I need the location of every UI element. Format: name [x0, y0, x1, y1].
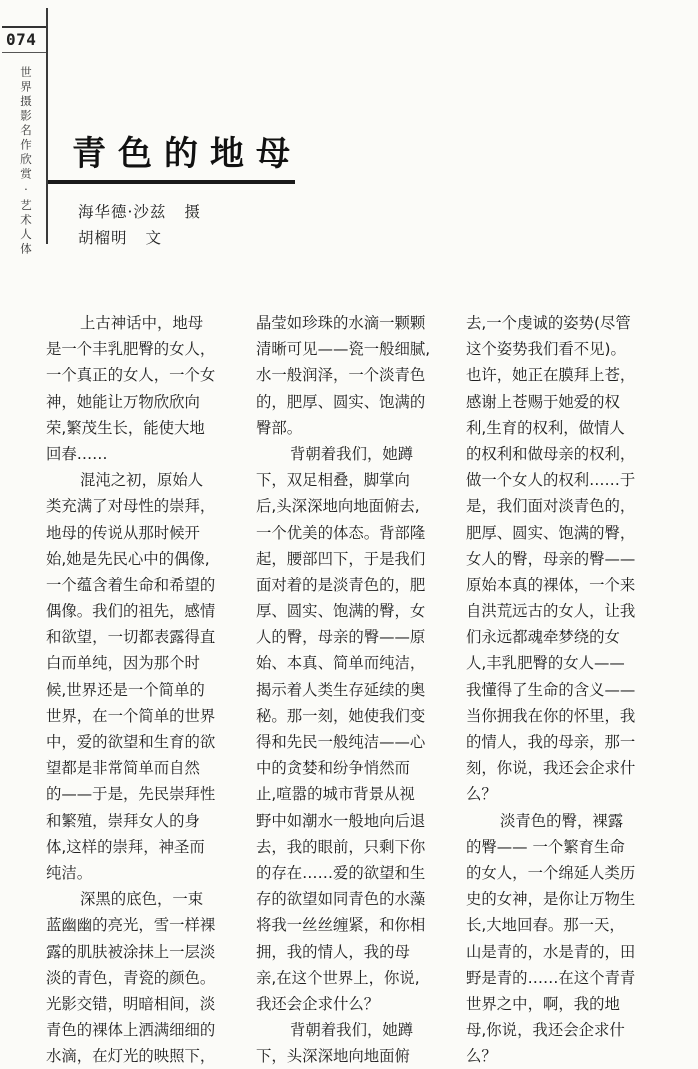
text-line: 候,世界还是一个简单的 [46, 680, 205, 699]
text-line: 光影交错，明暗相间，淡 [46, 994, 216, 1013]
header-vertical-rule [46, 8, 48, 244]
text-line: 的臀—— 一个繁育生命 [466, 837, 625, 856]
text-line: 臀部。 [256, 418, 303, 437]
text-line: 体,这样的崇拜，神圣而 [46, 837, 205, 856]
text-line: 深黑的底色，一束 [80, 890, 204, 909]
text-line: 世界之中，啊，我的地 [466, 994, 620, 1013]
text-line: 野中如潮水一般地向后退 [256, 811, 426, 830]
text-line: 人,丰乳肥臀的女人—— [466, 654, 625, 673]
text-line: 女人的臀，母亲的臀—— [466, 549, 636, 568]
text-line: 纯洁。 [46, 863, 93, 882]
text-line: 么？ [466, 785, 497, 804]
text-line: 晶莹如珍珠的水滴一颗颗 [256, 314, 426, 332]
text-line: 神，她能让万物欣欣向 [46, 392, 200, 411]
body-column-1 [46, 310, 240, 1069]
text-line: 始,她是先民心中的偶像, [46, 549, 210, 568]
text-line: 自洪荒远古的女人，让我 [466, 602, 636, 621]
text-line: 淡的青色，青瓷的颜色。 [46, 968, 216, 987]
text-line: 和欲望，一切都表露得直 [46, 628, 216, 647]
text-line: 一个真正的女人，一个女 [46, 366, 216, 385]
text-line: 类充满了对母性的崇拜， [46, 497, 216, 516]
text-line: 是一个丰乳肥臀的女人， [46, 340, 216, 359]
text-line: 白而单纯，因为那个时 [46, 654, 200, 673]
text-line: 望都是非常简单而自然 [46, 759, 200, 778]
text-line: 野是青的……在这个青青 [466, 968, 636, 987]
text-line: 上古神话中，地母 [80, 314, 204, 332]
text-line: 肥厚、圆实、饱满的臀， [466, 523, 636, 542]
text-line: 将我一丝丝缠紧，和你相 [256, 916, 426, 935]
text-line: 得和先民一般纯洁——心 [256, 733, 426, 751]
text-line: 去,一个虔诚的姿势(尽管 [466, 314, 631, 332]
text-line: 也许，她正在膜拜上苍， [466, 366, 636, 385]
title-underline [48, 180, 295, 184]
text-line: 混沌之初，原始人 [80, 471, 204, 490]
text-credit [78, 226, 162, 248]
text-line: 的，肥厚、圆实、饱满的 [256, 392, 426, 411]
text-line: 回春…… [46, 444, 108, 463]
text-line: 的女人，一个绵延人类历 [466, 863, 636, 882]
text-line: 止,喧嚣的城市背景从视 [256, 785, 415, 804]
text-line: 揭示着人类生存延续的奥 [256, 680, 426, 699]
page-number: 074 [2, 26, 46, 53]
text-line: 当你拥我在你的怀里，我 [466, 706, 636, 725]
text-line: 的情人，我的母亲，那一 [466, 733, 636, 751]
text-role: 文 [145, 229, 163, 247]
text-line: 是，我们面对淡青色的， [466, 497, 636, 516]
text-line: 水滴，在灯光的映照下， [46, 1047, 216, 1066]
text-line: 亲,在这个世界上，你说, [256, 968, 420, 987]
text-line: 的——于是，先民崇拜性 [46, 785, 216, 804]
text-line: 我还会企求什么？ [256, 994, 380, 1013]
text-line: 面对着的是淡青色的，肥 [256, 575, 426, 594]
text-line: 下，双足相叠，脚掌向 [256, 471, 410, 490]
photographer-name: 海华德·沙兹 [78, 203, 167, 221]
text-line: 和繁殖，崇拜女人的身 [46, 811, 200, 830]
text-line: 存的欲望如同青色的水藻 [256, 890, 426, 909]
text-line: 这个姿势我们看不见)。 [466, 340, 626, 359]
text-line: 人的臀，母亲的臀——原 [256, 628, 426, 647]
text-line: 淡青色的臀，裸露 [500, 811, 624, 830]
text-line: 荣,繁茂生长，能使大地 [46, 418, 205, 437]
text-line: 山是青的，水是青的，田 [466, 942, 636, 961]
photo-role: 摄 [184, 203, 201, 221]
text-line: 一个蕴含着生命和希望的 [46, 575, 216, 594]
text-line: 世界，在一个简单的世界 [46, 706, 216, 725]
text-line: 的存在……爱的欲望和生 [256, 863, 426, 882]
text-line: 厚、圆实、饱满的臀，女 [256, 602, 426, 621]
text-line: 的权利和做母亲的权利， [466, 444, 636, 463]
text-line: 史的女神，是你让万物生 [466, 890, 636, 909]
text-line: 后,头深深地向地面俯去, [256, 497, 420, 516]
text-line: 感谢上苍赐于她爱的权 [466, 392, 620, 411]
text-line: 下，头深深地向地面俯 [256, 1047, 410, 1066]
writer-name: 胡榴明 [78, 229, 128, 247]
photo-credit [78, 200, 201, 222]
text-line: 起，腰部凹下，于是我们 [256, 549, 426, 568]
text-line: 中，爱的欲望和生育的欲 [46, 733, 216, 751]
text-line: 拥，我的情人，我的母 [256, 942, 410, 961]
text-line: 水一般润泽，一个淡青色 [256, 366, 426, 385]
text-line: 背朝着我们，她蹲 [290, 444, 414, 463]
text-line: 始、本真、简单而纯洁， [256, 654, 426, 673]
text-line: 母,你说，我还会企求什 [466, 1021, 625, 1040]
body-column-2 [256, 310, 448, 1069]
text-line: 长,大地回春。那一天， [466, 916, 625, 935]
text-line: 背朝着我们，她蹲 [290, 1021, 414, 1040]
text-line: 么？ [466, 1047, 497, 1066]
text-line: 中的贪婪和纷争悄然而 [256, 759, 410, 778]
text-line: 原始本真的裸体，一个来 [466, 575, 636, 594]
text-line: 去，我的眼前，只剩下你 [256, 837, 426, 856]
text-line: 露的肌肤被涂抹上一层淡 [46, 942, 216, 961]
text-line: 刻，你说，我还会企求什 [466, 759, 636, 778]
text-line: 一个优美的体态。背部隆 [256, 523, 426, 542]
text-line: 蓝幽幽的亮光，雪一样裸 [46, 916, 216, 935]
text-line: 秘。那一刻，她使我们变 [256, 706, 426, 725]
text-line: 地母的传说从那时候开 [46, 523, 200, 542]
body-column-3 [466, 310, 658, 1069]
text-line: 清晰可见——瓷一般细腻, [256, 340, 431, 359]
article-title: 青色的地母 [72, 134, 302, 174]
text-line: 做一个女人的权利……于 [466, 471, 636, 490]
text-line: 偶像。我们的祖先，感情 [46, 602, 216, 621]
series-label: 世界摄影名作欣赏·艺术人体 [19, 66, 33, 257]
text-line: 们永远都魂牵梦绕的女 [466, 628, 620, 647]
text-line: 我懂得了生命的含义—— [466, 680, 636, 699]
text-line: 利,生育的权利，做情人 [466, 418, 625, 437]
text-line: 青色的裸体上洒满细细的 [46, 1021, 216, 1040]
